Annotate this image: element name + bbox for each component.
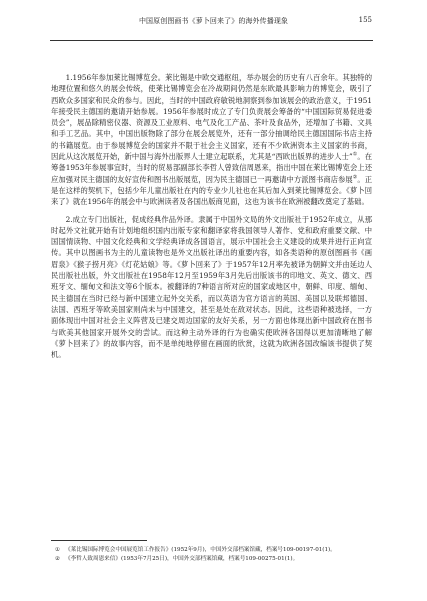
footnote-item xyxy=(51,555,372,564)
paragraph-leipzig-fair xyxy=(51,72,372,208)
footnote-text: 《李哲人致周恩来信》(1953年7月25日)，中国外交部档案馆藏，档案号109-00275-01(1)。 xyxy=(65,556,299,563)
paragraph-1-text-end: 。正是在这样的契机下，包括少年儿童出版社在内的专业少儿社也在其后加入到莱比锡博览会。《萝卜回来了》就在1956年的展会中与欧洲读者及各国出版商见面，这也为该书在欧洲被翻改奠定了基础。 xyxy=(51,174,373,207)
running-title: 中国原创图画书《萝卜回来了》的海外传播现象 xyxy=(138,17,289,25)
footnote-mark: ② xyxy=(55,556,61,563)
footnote-rule xyxy=(51,540,147,541)
footnotes xyxy=(51,540,372,564)
footnote-ref-1[interactable]: ① xyxy=(352,151,358,158)
running-header xyxy=(0,14,427,34)
footnote-ref-2[interactable]: ② xyxy=(352,174,358,181)
footnote-mark: ① xyxy=(55,547,61,553)
footnote-item xyxy=(51,546,372,555)
body-text xyxy=(51,72,372,360)
page-number: 155 xyxy=(358,16,372,24)
paragraph-1-text: 1.1956年参加莱比锡博览会。莱比锡是中欧交通枢纽，举办展会的历史有八百余年。其独特的地理位置和悠久的展会传统，使莱比锡博览会在冷战期间仍然是东欧最具影响力的博览会，吸引了西欧众多国家和民众的参与。因此，当时的中国政府敏锐地洞察到参加该展会的政治意义，于1951年接受民主德国的邀请开始参展。1956年参展时成立了专门负责展会筹备的“中国国际贸易促进委员会”，展品除精密仪器、资源及工业原料、电气及化工产品、茶叶及食品外，还增加了书籍、文具和手工艺品。其中，中国出版物除了部分在展会展览外，还有一部分抽调给民主德国国际书店主持的书籍展览。由于参展博览会的国家并不限于社会主义国家，还有不少欧洲资本主义国家的书商，因此从这次展览开始，新中国与海外出版界人士建立起联系，尤其是“西欧出版界的进步人士” xyxy=(51,73,372,162)
paragraph-1-text-continued: 。在筹备1953年参展事宜时，当时的贸易部副部长李哲人曾致信周恩来，指出中国在莱比锡博览会上还应加强对民主德国的友好宣传和图书出版展览，因为民主德国已一再邀请中方派图书商店参展 xyxy=(51,152,373,184)
paragraph-foreign-languages-press: 2.成立专门出版社，促成经典作品外译。隶属于中国外文局的外文出版社于1952年成立，从那时起外文社就开始有计划地组织国内出版专家和翻译家将我国领导人著作、党和政府重要文献、中国国情读物、中国文化经典和文学经典译成各国语言，展示中国社会主义建设的成果并进行正向宣传。其中以图画书为主的儿童读物也是外文出版社译出的重要内容，如各类语种的原创图画书《画眉泉》《猴子捞月亮》《灯花姑娘》等。《萝卜回来了》于1957年12月率先被译为朝鲜文并由延边人民出版社出版，外文出版社在1958年12月至1959年3月先后出版该书的印地文、英文、德文、西班牙文、缅甸文和法文等6个版本。被翻译的7种语言所对应的国家或地区中，朝鲜、印度、缅甸、民主德国在当时已经与新中国建立起外交关系，而以英语为官方语言的英国、美国以及联邦德国、法国、西班牙等欧美国家则尚未与中国建交，甚至是处在敌对状态。因此，这些语种被选择，一方面体现出中国对社会主义阵营及已建交周边国家的友好关系，另一方面也体现出新中国政府在图书与欧美其他国家开展外交的尝试。而这种主动外译的行为也确实使欧洲各国得以更加清晰地了解《萝卜回来了》的故事内容，而不是单纯地停留在画面的欣赏，这就为欧洲各国改编该书提供了契机。 xyxy=(51,214,372,360)
header-rule xyxy=(50,40,373,41)
footnote-text: 《莱比锡国际博览会中国展览馆工作报告》(1952年9月)，中国外交部档案馆藏，档案号109-00197-01(1)。 xyxy=(65,547,336,553)
